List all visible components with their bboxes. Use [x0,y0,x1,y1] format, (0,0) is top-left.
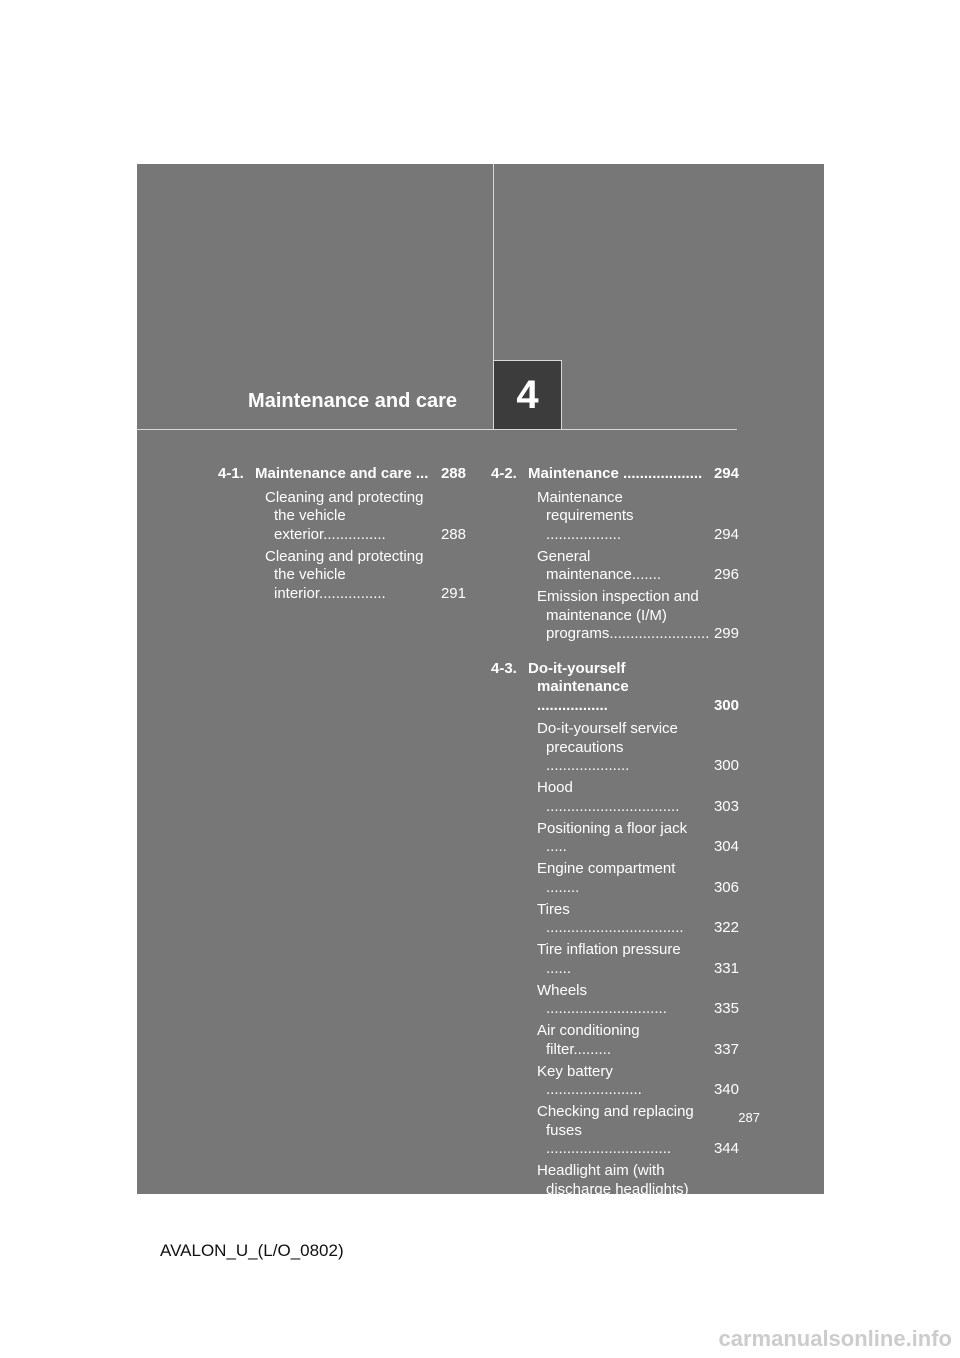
toc-entry-page: 304 [713,838,739,855]
toc-entry-page: 306 [713,878,739,896]
toc-section-number: 4-1. [218,465,244,482]
toc-section-heading[interactable] [491,660,739,716]
toc-entry[interactable] [491,548,739,585]
toc-entry[interactable] [491,1162,739,1218]
toc-section-page: 294 [713,465,739,482]
toc-entry-text: Tires ................................. [537,900,684,936]
toc-entry-text: General maintenance....... [537,547,662,583]
toc-entry-page: 337 [713,1040,739,1058]
toc-entry-page: 303 [713,797,739,815]
toc-entry[interactable] [491,720,739,776]
toc-section-page: 288 [440,465,466,482]
toc-entry-text: Maintenance requirements .................. [537,488,634,543]
toc-entry[interactable] [491,489,739,545]
toc-entry-text: Do-it-yourself service precautions .................... [537,720,678,774]
toc-entry-page: 294 [713,525,739,543]
toc-entry-page: 344 [713,1140,739,1157]
toc-entry-text: Air conditioning filter......... [537,1022,640,1058]
toc-entry-text: Positioning a floor jack ..... [537,819,688,855]
toc-entry-text: Wheels ............................. [537,981,667,1017]
toc-entry-text: Headlight aim (with discharge headlights) ..... [537,1162,689,1216]
toc-entry[interactable] [491,901,739,938]
toc-entry-page: 331 [713,959,739,977]
toc-entry-text: Emission inspection and maintenance (I/M) programs........................ [537,588,710,642]
toc-entry-page: 296 [713,566,739,583]
toc-entry[interactable] [218,489,466,545]
toc-section-4-3 [491,660,739,1259]
toc-entry[interactable] [491,1063,739,1100]
toc-entry-page: 299 [713,625,739,642]
toc-entry-text: Light bulbs........................ [537,1221,682,1257]
toc-section-title: Maintenance and care ... [255,465,429,482]
toc-entry-page: 322 [713,919,739,936]
toc-section-page: 300 [713,696,739,714]
toc-entry-text: Checking and replacing fuses .............................. [537,1103,694,1157]
toc-entry-text: Hood ................................ [537,779,680,815]
footer-code: AVALON_U_(L/O_0802) [160,1241,344,1260]
toc-entry[interactable] [491,1022,739,1059]
toc-entry-page: 300 [713,757,739,774]
toc-entry-page: 340 [713,1081,739,1098]
toc-entry-page: 335 [713,1000,739,1017]
toc-entry-text: Key battery ....................... [537,1062,642,1098]
toc-section-number: 4-2. [491,465,517,482]
chapter-number: 4 [516,372,539,417]
toc-entry[interactable] [491,588,739,644]
toc-entry-text: Tire inflation pressure ...... [537,941,681,977]
toc-entry[interactable] [218,548,466,604]
toc-section-number: 4-3. [491,659,517,677]
toc-entry-text: Engine compartment ........ [537,860,676,896]
toc-section-title: Maintenance ................... [528,465,703,482]
toc-section-heading[interactable] [491,465,739,484]
header-vertical-divider [493,164,494,360]
chapter-number-tab [493,360,562,429]
toc-entry-text: Cleaning and protecting the vehicle interior................ [265,547,424,602]
toc-entry-page: 353 [713,1199,739,1216]
toc-left-column [218,465,466,619]
watermark: carmanualsonline.info [718,1326,952,1351]
toc-entry[interactable] [491,1221,739,1258]
toc-entry[interactable] [491,982,739,1019]
toc-entry[interactable] [491,860,739,897]
chapter-title: Maintenance and care [248,390,457,412]
toc-entry[interactable] [491,779,739,816]
toc-entry[interactable] [491,820,739,857]
toc-section-title: Do-it-yourself maintenance ................. [528,659,629,714]
toc-entry-page: 355 [713,1239,739,1257]
toc-entry-page: 291 [440,584,466,602]
toc-entry-page: 288 [440,525,466,543]
toc-right-column [491,465,739,1274]
toc-section-heading[interactable] [218,465,466,484]
toc-entry[interactable] [491,941,739,978]
page-number: 287 [738,1110,760,1125]
toc-section-4-2 [491,465,739,644]
toc-section-4-1 [218,465,466,603]
header-horizontal-divider [137,429,737,430]
toc-entry-text: Cleaning and protecting the vehicle exterior............... [265,488,424,543]
